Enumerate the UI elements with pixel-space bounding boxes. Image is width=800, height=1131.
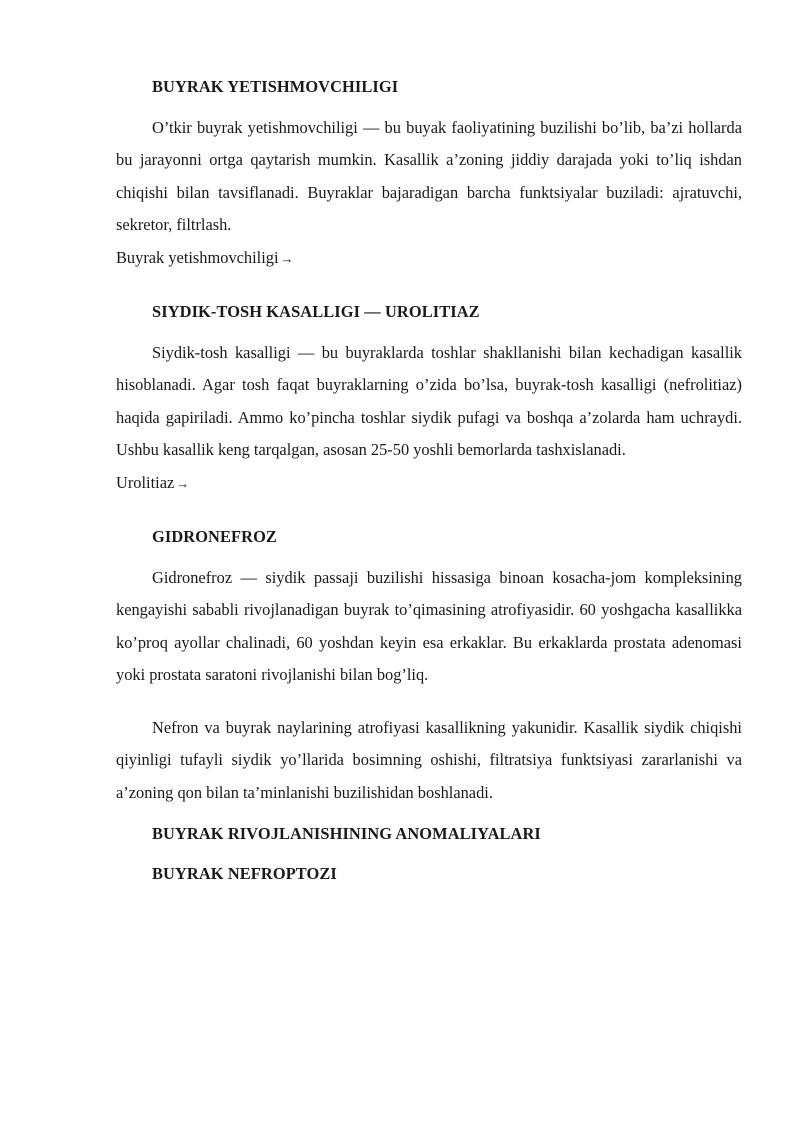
paragraph-gidronefroz-2: Nefron va buyrak naylarining atrofiyasi kasallikning yakunidir. Kasallik siydik chiqishi qiyinligi tufayli siydik yo’llarida bosimning oshishi, filtratsiya funktsiyasi zararlanishi va a’zoning qon bilan ta’minlanishi buzilishidan boshlanadi. xyxy=(116,717,742,802)
link-label: Urolitiaz xyxy=(116,472,175,492)
paragraph-gidronefroz: Gidronefroz — siydik passaji buzilishi hissasiga binoan kosacha-jom kompleksining kengayishi sababli rivojlanadigan buyrak to’qimasining atrofiyasidir. 60 yoshgacha kasallikka ko’proq ayollar chalinadi, 60 yoshdan keyin esa erkaklar. Bu erkaklarda prostata adenomasi yoki prostata saratoni rivojlanishi bilan bog’liq. xyxy=(116,568,742,685)
paragraph-buyrak-yetishmovchiligi: O’tkir buyrak yetishmovchiligi — bu buyak faoliyatining buzilishi bo’lib, ba’zi hollarda bu jarayonni ortga qaytarish mumkin. Kasallik a’zoning jiddiy darajada yoki to’liq ishdan chiqishi bilan tavsiflanadi. Buyraklar bajaradigan barcha funktsiyalar buziladi: ajratuvchi, sekretor, filtrlash. xyxy=(116,118,742,235)
heading-buyrak-nefroptozi: BUYRAK NEFROPTOZI xyxy=(152,863,337,883)
heading-buyrak-anomaliyalari: BUYRAK RIVOJLANISHINING ANOMALIYALARI xyxy=(152,823,541,843)
document-content xyxy=(116,72,742,889)
heading-gidronefroz: GIDRONEFROZ xyxy=(152,527,277,547)
paragraph-siydik-tosh-kasalligi: Siydik-tosh kasalligi — bu buyraklarda toshlar shakllanishi bilan kechadigan kasallik hisoblanadi. Agar tosh faqat buyraklarning o’zida bo’lsa, buyrak-tosh kasalligi (nefrolitiaz) haqida gapiriladi. Ammo ko’pincha toshlar siydik pufagi va boshqa a’zolarda ham uchraydi. Ushbu kasallik keng tarqalgan, asosan 25-50 yoshli bemorlarda tashxislanadi. xyxy=(116,343,742,460)
link-label: Buyrak yetishmovchiligi xyxy=(116,247,279,267)
link-buyrak-yetishmovchiligi[interactable] xyxy=(116,242,742,275)
heading-siydik-tosh-kasalligi: SIYDIK-TOSH KASALLIGI — UROLITIAZ xyxy=(152,302,480,322)
arrow-right-icon: → xyxy=(280,250,294,266)
link-urolitiaz[interactable] xyxy=(116,467,742,500)
arrow-right-icon: → xyxy=(176,475,190,491)
heading-buyrak-yetishmovchiligi: BUYRAK YETISHMOVCHILIGI xyxy=(152,77,399,96)
